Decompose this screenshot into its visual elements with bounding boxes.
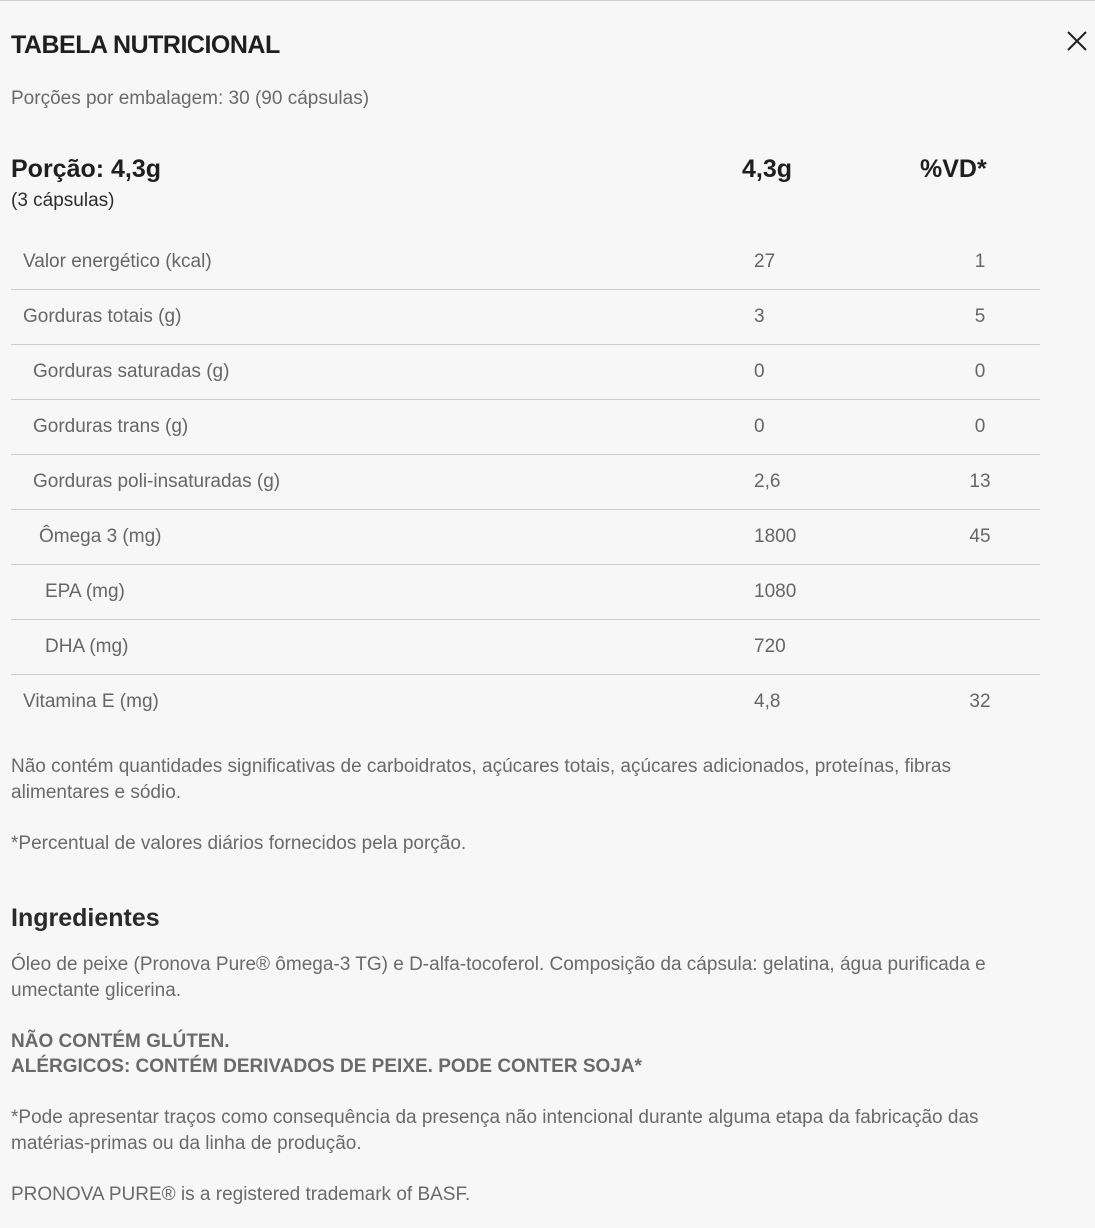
nutrient-amount: 720 bbox=[754, 636, 786, 657]
table-row bbox=[11, 345, 1040, 400]
nutrient-vd: 32 bbox=[969, 691, 991, 712]
nutrient-name: Gorduras totais (g) bbox=[23, 306, 182, 327]
table-row bbox=[11, 455, 1040, 510]
nutrient-vd: 0 bbox=[974, 416, 986, 437]
gluten-warning: NÃO CONTÉM GLÚTEN. bbox=[11, 1031, 230, 1052]
nutrient-vd: 0 bbox=[974, 361, 986, 382]
table-row bbox=[11, 290, 1040, 345]
nutrient-amount: 2,6 bbox=[754, 471, 781, 492]
portion-label: Porção: 4,3g bbox=[11, 155, 162, 183]
traces-note: *Pode apresentar traços como consequência da presença não intencional durante alguma etapa da fabricação das matérias-primas ou da linha de produção. bbox=[11, 1107, 979, 1154]
nutrient-name: DHA (mg) bbox=[45, 636, 129, 657]
nutrient-amount: 1080 bbox=[754, 581, 797, 602]
nutrient-name: Vitamina E (mg) bbox=[23, 691, 159, 712]
percent-note: *Percentual de valores diários fornecidos pela porção. bbox=[11, 833, 467, 854]
table-row bbox=[11, 620, 1040, 675]
nutrient-name: Gorduras poli-insaturadas (g) bbox=[33, 471, 281, 492]
nutrient-vd: 1 bbox=[974, 251, 986, 272]
nutrient-amount: 27 bbox=[754, 251, 776, 272]
trademark-note: PRONOVA PURE® is a registered trademark of BASF. bbox=[11, 1184, 471, 1205]
nutrient-vd: 5 bbox=[974, 306, 986, 327]
servings-per-package: Porções por embalagem: 30 (90 cápsulas) bbox=[11, 88, 370, 109]
page-title: TABELA NUTRICIONAL bbox=[11, 31, 280, 59]
table-row bbox=[11, 565, 1040, 620]
nutrient-amount: 1800 bbox=[754, 526, 797, 547]
nutrient-amount: 0 bbox=[754, 416, 765, 437]
nutrient-name: Valor energético (kcal) bbox=[23, 251, 212, 272]
modal-top-border bbox=[0, 0, 1095, 1]
nutrient-name: EPA (mg) bbox=[45, 581, 125, 602]
close-button[interactable] bbox=[1063, 27, 1091, 55]
nutrient-vd: 45 bbox=[969, 526, 991, 547]
nutrition-table bbox=[11, 235, 1040, 729]
amount-column-header: 4,3g bbox=[742, 155, 793, 183]
portion-detail: (3 cápsulas) bbox=[11, 190, 115, 211]
table-row bbox=[11, 675, 1040, 729]
not-significant-note: Não contém quantidades significativas de carboidratos, açúcares totais, açúcares adicionados, proteínas, fibras alimentares e sódio. bbox=[11, 756, 951, 803]
nutrient-name: Gorduras trans (g) bbox=[33, 416, 189, 437]
ingredients-text: Óleo de peixe (Pronova Pure® ômega-3 TG) e D-alfa-tocoferol. Composição da cápsula: gelatina, água purificada e umectante glicerina. bbox=[11, 954, 986, 1001]
nutrient-name: Gorduras saturadas (g) bbox=[33, 361, 230, 382]
nutrient-name: Ômega 3 (mg) bbox=[39, 526, 162, 547]
table-row bbox=[11, 510, 1040, 565]
nutrient-amount: 4,8 bbox=[754, 691, 781, 712]
nutrient-amount: 3 bbox=[754, 306, 765, 327]
nutrient-vd: 13 bbox=[969, 471, 991, 492]
vd-column-header: %VD* bbox=[920, 155, 987, 183]
table-row bbox=[11, 235, 1040, 290]
ingredients-title: Ingredientes bbox=[11, 904, 160, 932]
table-row bbox=[11, 400, 1040, 455]
close-icon[interactable] bbox=[1066, 30, 1088, 52]
nutrient-amount: 0 bbox=[754, 361, 765, 382]
allergen-warning: ALÉRGICOS: CONTÉM DERIVADOS DE PEIXE. PODE CONTER SOJA* bbox=[11, 1056, 642, 1077]
